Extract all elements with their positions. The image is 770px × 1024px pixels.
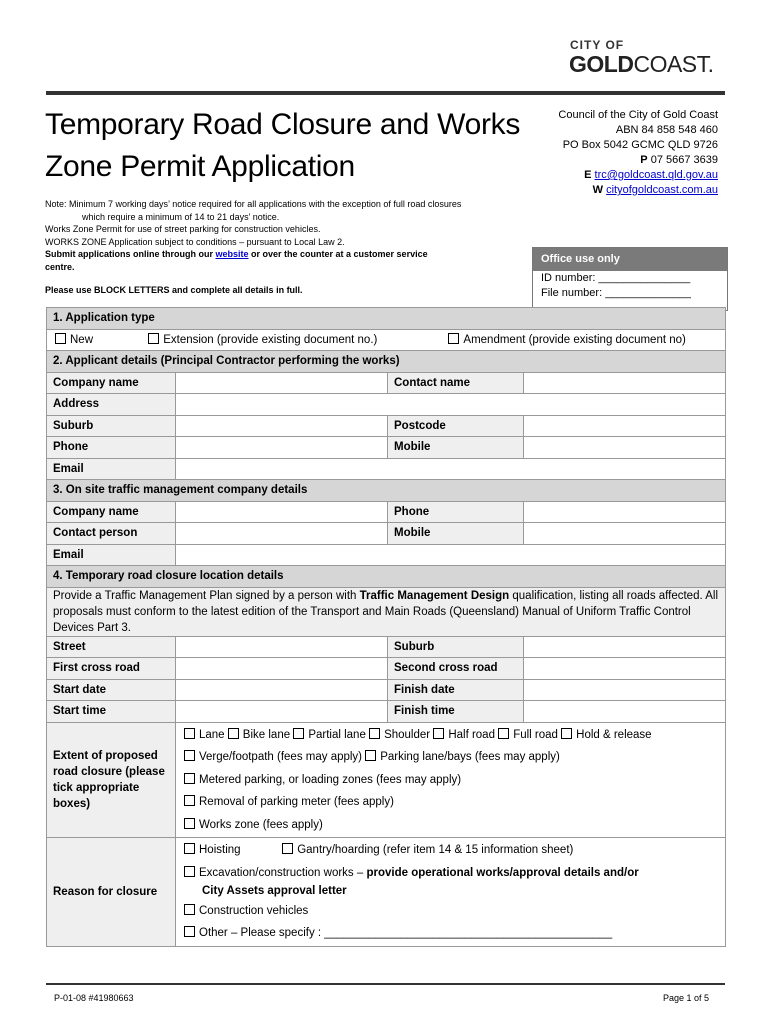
input-tm-email[interactable] [176,544,726,566]
application-type-row [47,329,726,351]
label-first-cross-road: First cross road [47,658,176,680]
label-tm-company-name: Company name [47,501,176,523]
input-tm-contact[interactable] [176,523,388,545]
section-1-header: 1. Application type [47,308,726,330]
input-postcode[interactable] [524,415,726,437]
type-new-option[interactable]: New [55,333,145,346]
reason-excavation[interactable]: Excavation/construction works – provide operational works/approval details and/or City Assets approval letter [184,862,717,900]
label-postcode: Postcode [388,415,524,437]
input-phone[interactable] [176,437,388,459]
label-tm-mobile: Mobile [388,523,524,545]
input-tm-mobile[interactable] [524,523,726,545]
input-finish-time[interactable] [524,701,726,723]
type-extension-option[interactable]: Extension (provide existing document no.) [148,333,445,346]
label-finish-date: Finish date [388,679,524,701]
extent-hold-release[interactable]: Hold & release [561,729,651,741]
label-start-time: Start time [47,701,176,723]
input-contact-name[interactable] [524,372,726,394]
label-contact-name: Contact name [388,372,524,394]
input-company-name[interactable] [176,372,388,394]
section-3-header: 3. On site traffic management company details [47,480,726,502]
input-street[interactable] [176,636,388,658]
extent-lane[interactable]: Lane [184,729,225,741]
label-reason: Reason for closure [47,838,176,947]
reason-gantry[interactable]: Gantry/hoarding (refer item 14 & 15 information sheet) [282,844,573,856]
file-number-field: File number: ______________ [541,287,691,299]
label-address: Address [47,394,176,416]
extent-verge[interactable]: Verge/footpath (fees may apply) [184,751,362,763]
council-address: Council of the City of Gold Coast ABN 84 858 548 460 PO Box 5042 GCMC QLD 9726 P 07 5667 3639 E trc@goldcoast.qld.gov.au W cityofgoldcoast.com.au [558,109,718,196]
page-number: Page 1 of 5 [662,993,709,1003]
extent-bike-lane[interactable]: Bike lane [228,729,290,741]
website-link[interactable]: cityofgoldcoast.com.au [606,184,718,196]
reason-other[interactable]: Other – Please specify : _____________________________________________ [184,922,717,945]
label-mobile: Mobile [388,437,524,459]
logo-goldcoast: GOLDCOAST. [569,51,714,77]
type-amendment-option[interactable]: Amendment (provide existing document no) [448,334,685,346]
reason-options [176,838,726,947]
office-use-header: Office use only [533,248,727,271]
input-tm-phone[interactable] [524,501,726,523]
reason-row [47,838,726,947]
reason-construction-vehicles[interactable]: Construction vehicles [184,900,717,923]
section-4-header: 4. Temporary road closure location details [47,566,726,588]
input-second-cross-road[interactable] [524,658,726,680]
reason-hoisting[interactable]: Hoisting [184,839,279,862]
input-mobile[interactable] [524,437,726,459]
extension-checkbox[interactable] [148,333,159,344]
label-company-name: Company name [47,372,176,394]
label-street: Street [47,636,176,658]
extent-row [47,722,726,838]
id-number-field: ID number: _______________ [541,272,691,284]
extent-half-road[interactable]: Half road [433,729,495,741]
input-start-time[interactable] [176,701,388,723]
input-start-date[interactable] [176,679,388,701]
extent-works-zone[interactable]: Works zone (fees apply) [184,814,717,837]
extent-full-road[interactable]: Full road [498,729,558,741]
application-form [46,307,726,947]
label-second-cross-road: Second cross road [388,658,524,680]
input-suburb[interactable] [176,415,388,437]
label-phone: Phone [47,437,176,459]
email-link[interactable]: trc@goldcoast.qld.gov.au [594,169,718,181]
tmp-instructions: Provide a Traffic Management Plan signed by a person with Traffic Management Design qualification, listing all roads affected. All proposals must conform to the latest edition of the Transport and Main Roads (Queensland) Manual of Uniform Traffic Control Devices Part 3. [47,587,726,636]
footer-rule [46,983,725,985]
extent-metered[interactable]: Metered parking, or loading zones (fees may apply) [184,769,717,792]
input-tm-company-name[interactable] [176,501,388,523]
label-extent: Extent of proposed road closure (please tick appropriate boxes) [47,722,176,838]
label-finish-time: Finish time [388,701,524,723]
label-email: Email [47,458,176,480]
input-location-suburb[interactable] [524,636,726,658]
label-location-suburb: Suburb [388,636,524,658]
submit-website-link[interactable]: website [215,249,249,260]
extent-parking-lane[interactable]: Parking lane/bays (fees may apply) [365,751,560,763]
extent-partial-lane[interactable]: Partial lane [293,729,366,741]
section-2-header: 2. Applicant details (Principal Contractor performing the works) [47,351,726,373]
block-letters-note: Please use BLOCK LETTERS and complete all details in full. [45,285,303,295]
input-first-cross-road[interactable] [176,658,388,680]
header-rule [46,91,725,95]
input-address[interactable] [176,394,726,416]
input-email[interactable] [176,458,726,480]
page-title: Temporary Road Closure and Works Zone Permit Application [45,108,521,183]
new-checkbox[interactable] [55,333,66,344]
extent-shoulder[interactable]: Shoulder [369,729,430,741]
document-code: P-01-08 #41980663 [54,993,134,1003]
logo-city-of: CITY OF [570,38,625,52]
label-tm-phone: Phone [388,501,524,523]
notes: Note: Minimum 7 working days’ notice required for all applications with the exception of full road closures which require a minimum of 14 to 21 days’ notice. Works Zone Permit for use of street parking for construction vehicles. WORKS ZONE Application subject to conditions – pursuant to Local Law 2. Submit applications online through our website or over the counter at a customer service centre. [45,199,462,272]
office-use-box [532,247,728,311]
extent-removal-meter[interactable]: Removal of parking meter (fees apply) [184,791,717,814]
label-tm-contact: Contact person [47,523,176,545]
input-finish-date[interactable] [524,679,726,701]
label-start-date: Start date [47,679,176,701]
extent-options [176,722,726,838]
amendment-checkbox[interactable] [448,333,459,344]
label-tm-email: Email [47,544,176,566]
label-suburb: Suburb [47,415,176,437]
